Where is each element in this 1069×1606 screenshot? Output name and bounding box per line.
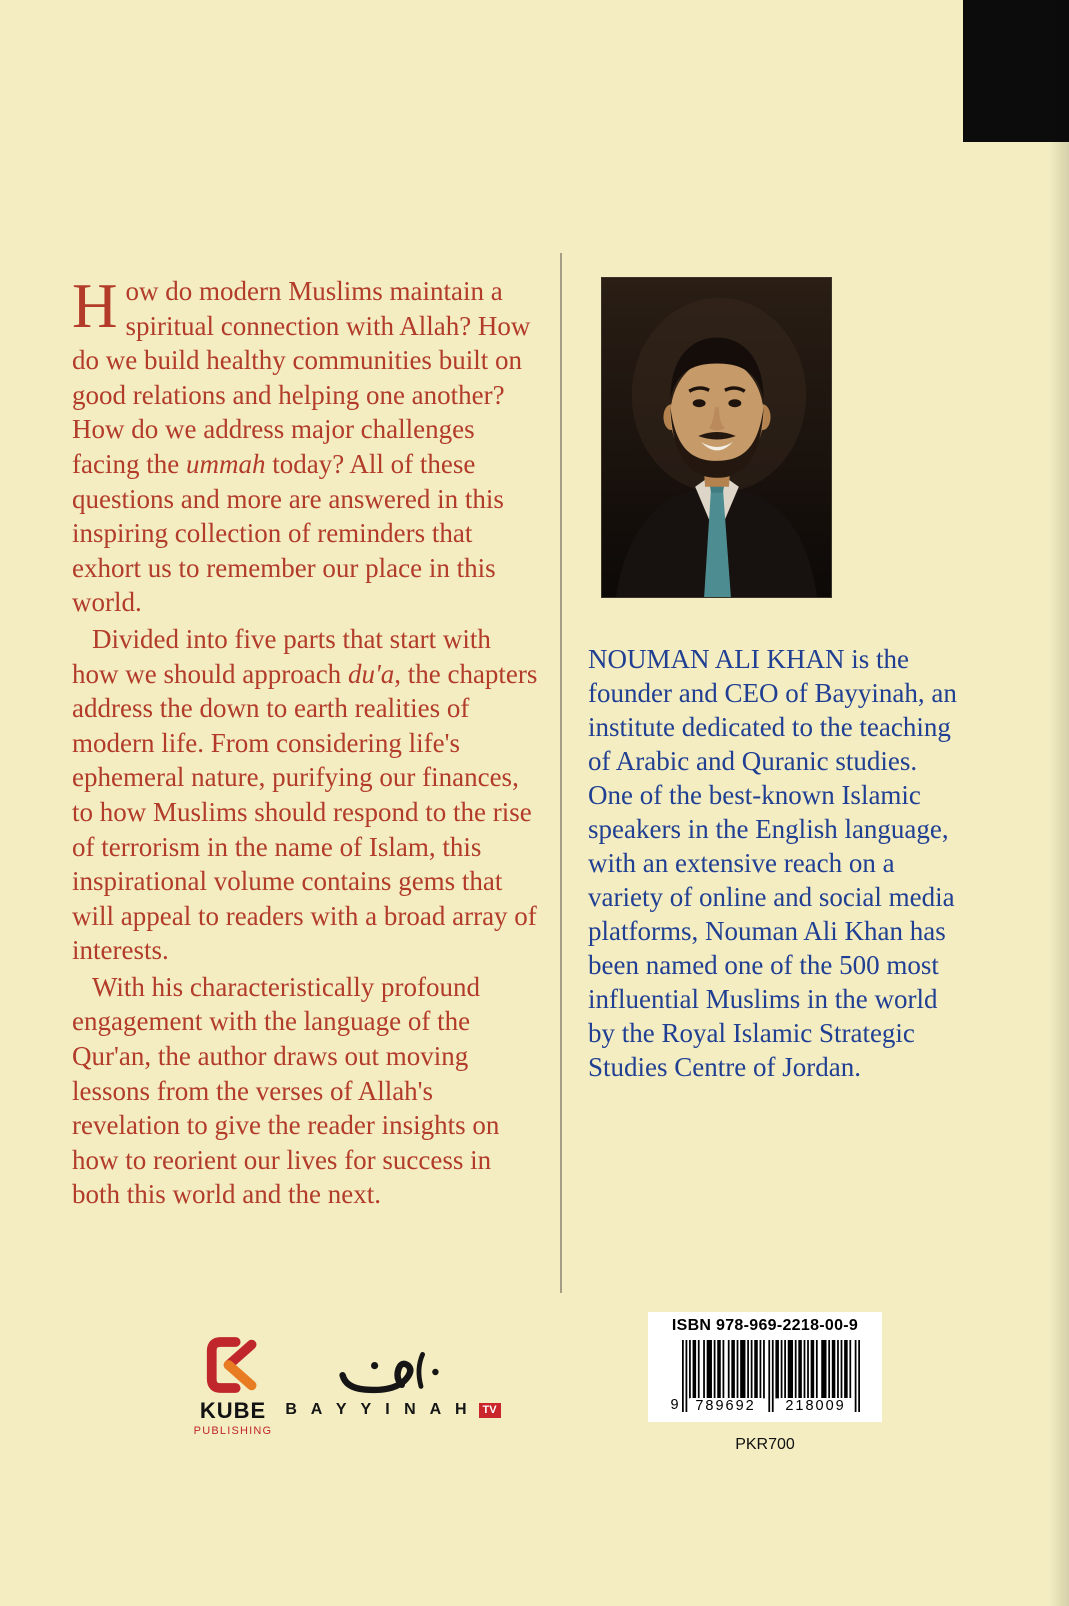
tv-badge: TV	[479, 1403, 501, 1418]
barcode-digits-group2: 218009	[780, 1398, 852, 1414]
author-portrait-image	[602, 278, 831, 597]
isbn-block	[648, 1312, 882, 1422]
blurb-p2-text-after: , the chapters address the down to earth realities of modern life. From considering life's ephemeral nature, purifying our finances, to how Muslims should respond to the rise of terrorism in the name of Islam, this inspirational volume contains gems that will appeal to readers with a broad array of interests.	[72, 658, 538, 966]
blurb-paragraph-3: With his characteristically profound engagement with the language of the Qur'an, the author draws out moving lessons from the verses of Allah's revelation to give the reader insights on how to reorient our lives for success in both this world and the next.	[72, 971, 500, 1210]
isbn-label: ISBN 978-969-2218-00-9	[671, 1317, 859, 1334]
italic-term-dua: du'a	[347, 658, 395, 689]
barcode-bars	[682, 1340, 860, 1412]
bayyinah-wordmark-row	[285, 1401, 497, 1419]
price-label: PKR700	[735, 1436, 795, 1453]
kube-subtitle: PUBLISHING	[193, 1425, 273, 1437]
kube-wordmark: KUBE	[199, 1398, 267, 1423]
author-bio: NOUMAN ALI KHAN is the founder and CEO of Bayyinah, an institute dedicated to the teaching of Arabic and Quranic studies. One of the best-known Islamic speakers in the English language, with an extensive reach on a variety of online and social media platforms, Nouman Ali Khan has been named one of the 500 most influential Muslims in the world by the Royal Islamic Strategic Studies Centre of Jordan.	[588, 644, 957, 1082]
kube-logo-icon	[202, 1334, 264, 1396]
blurb-p1-text: ow do modern Muslims maintain a spiritual connection with Allah? How do we build healthy communities built on good relations and helping one another? How do we address major challenges facing the	[72, 276, 531, 479]
drop-cap: H	[72, 271, 118, 341]
kube-publishing-logo	[185, 1334, 281, 1437]
barcode-digits-group1: 789692	[690, 1398, 762, 1414]
blurb-p2-text: Divided into five parts that start with how we should approach	[72, 623, 491, 689]
bayyinah-calligraphy-icon	[333, 1346, 453, 1398]
author-photo	[601, 277, 832, 598]
blurb-p1-text-after: today? All of these questions and more are answered in this inspiring collection of reminders that exhort us to remember our place in this world.	[72, 448, 504, 618]
bayyinah-wordmark: B A Y Y I N A H	[285, 1401, 472, 1418]
book-blurb	[72, 271, 544, 1212]
bayyinah-tv-logo	[285, 1346, 497, 1419]
column-divider	[560, 253, 562, 1293]
blurb-paragraph-1	[72, 271, 544, 620]
photo-background-corner	[963, 0, 1069, 142]
barcode-digit-left: 9	[670, 1397, 679, 1413]
blurb-paragraph-2	[72, 622, 544, 968]
barcode	[648, 1340, 882, 1412]
italic-term-ummah: ummah	[185, 448, 266, 479]
